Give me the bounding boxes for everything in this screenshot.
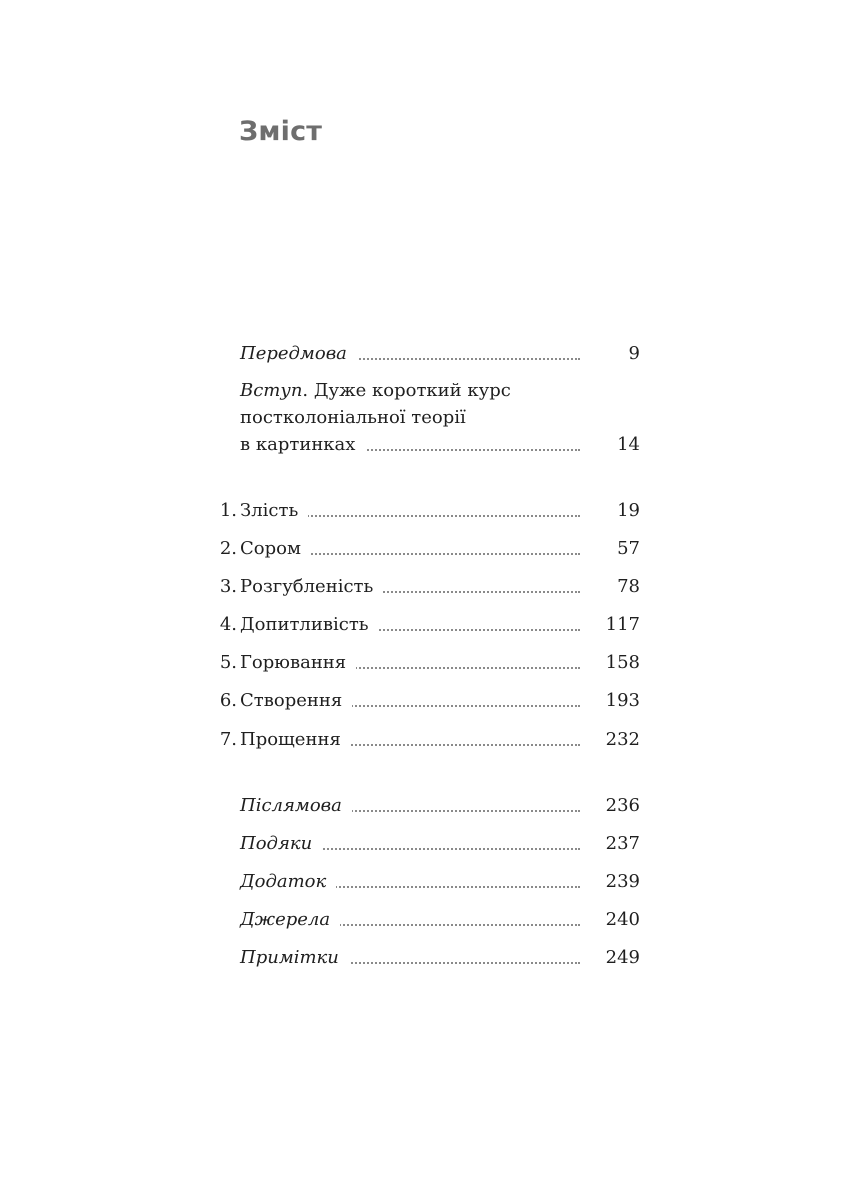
toc-entry-title: Післямова bbox=[240, 792, 352, 820]
toc-entry-title: Сором bbox=[240, 535, 311, 563]
toc-entry-title: Додаток bbox=[240, 868, 336, 896]
toc-page-number: 158 bbox=[605, 652, 640, 673]
toc-entry-appendix[interactable] bbox=[200, 868, 640, 896]
toc-page-number: 57 bbox=[617, 538, 640, 559]
toc-page-number: 78 bbox=[617, 576, 640, 597]
toc-entry-title: Розгубленість bbox=[240, 573, 383, 601]
toc-page-number: 236 bbox=[605, 795, 640, 816]
page-title: Зміст bbox=[239, 116, 323, 147]
chapter-number: 2. bbox=[219, 538, 237, 559]
toc-page-number: 237 bbox=[605, 833, 640, 854]
toc-entry-acknowledgements[interactable] bbox=[200, 830, 640, 858]
intro-label: Вступ bbox=[240, 380, 303, 401]
toc-entry-title: Подяки bbox=[240, 830, 322, 858]
toc-entry-title: в картинках bbox=[240, 431, 365, 459]
chapter-number: 1. bbox=[219, 500, 237, 521]
toc-page-number: 14 bbox=[617, 434, 640, 455]
chapter-number: 3. bbox=[219, 576, 237, 597]
toc-entry-intro[interactable] bbox=[200, 431, 640, 459]
chapter-number: 7. bbox=[219, 729, 237, 750]
toc-page-number: 239 bbox=[605, 871, 640, 892]
toc-page-number: 9 bbox=[628, 343, 640, 364]
toc-entry-title: Створення bbox=[240, 687, 352, 715]
toc-entry-chapter-3[interactable] bbox=[200, 573, 640, 601]
toc-entry-chapter-5[interactable] bbox=[200, 649, 640, 677]
toc-page-number: 232 bbox=[605, 729, 640, 750]
toc-page-number: 117 bbox=[605, 614, 640, 635]
toc-page-number: 193 bbox=[605, 690, 640, 711]
toc-entry-title: Примітки bbox=[240, 944, 349, 972]
toc-entry-title: Горювання bbox=[240, 649, 356, 677]
toc-entry-preface[interactable] bbox=[200, 340, 640, 368]
toc-page-number: 19 bbox=[617, 500, 640, 521]
toc-entry-chapter-6[interactable] bbox=[200, 687, 640, 715]
intro-title-part: . Дуже короткий курс bbox=[302, 380, 511, 401]
intro-title-part: постколоніальної теорії bbox=[240, 407, 466, 428]
toc-entry-title: Злість bbox=[240, 497, 308, 525]
toc-entry-chapter-7[interactable] bbox=[200, 726, 640, 754]
toc-entry-chapter-4[interactable] bbox=[200, 611, 640, 639]
toc-page-number: 249 bbox=[605, 947, 640, 968]
toc-entry-title: Прощення bbox=[240, 726, 351, 754]
toc-entry-chapter-1[interactable] bbox=[200, 497, 640, 525]
toc-entry-intro-line1[interactable] bbox=[240, 377, 511, 405]
chapter-number: 4. bbox=[219, 614, 237, 635]
toc-entry-chapter-2[interactable] bbox=[200, 535, 640, 563]
toc-entry-sources[interactable] bbox=[200, 906, 640, 934]
toc-entry-notes[interactable] bbox=[200, 944, 640, 972]
toc-entry-afterword[interactable] bbox=[200, 792, 640, 820]
toc-entry-title: Передмова bbox=[240, 340, 357, 368]
chapter-number: 6. bbox=[219, 690, 237, 711]
toc-entry-intro-line2 bbox=[240, 404, 466, 432]
toc-entry-title: Джерела bbox=[240, 906, 340, 934]
toc-entry-title: Допитливість bbox=[240, 611, 379, 639]
toc-page-number: 240 bbox=[605, 909, 640, 930]
chapter-number: 5. bbox=[219, 652, 237, 673]
